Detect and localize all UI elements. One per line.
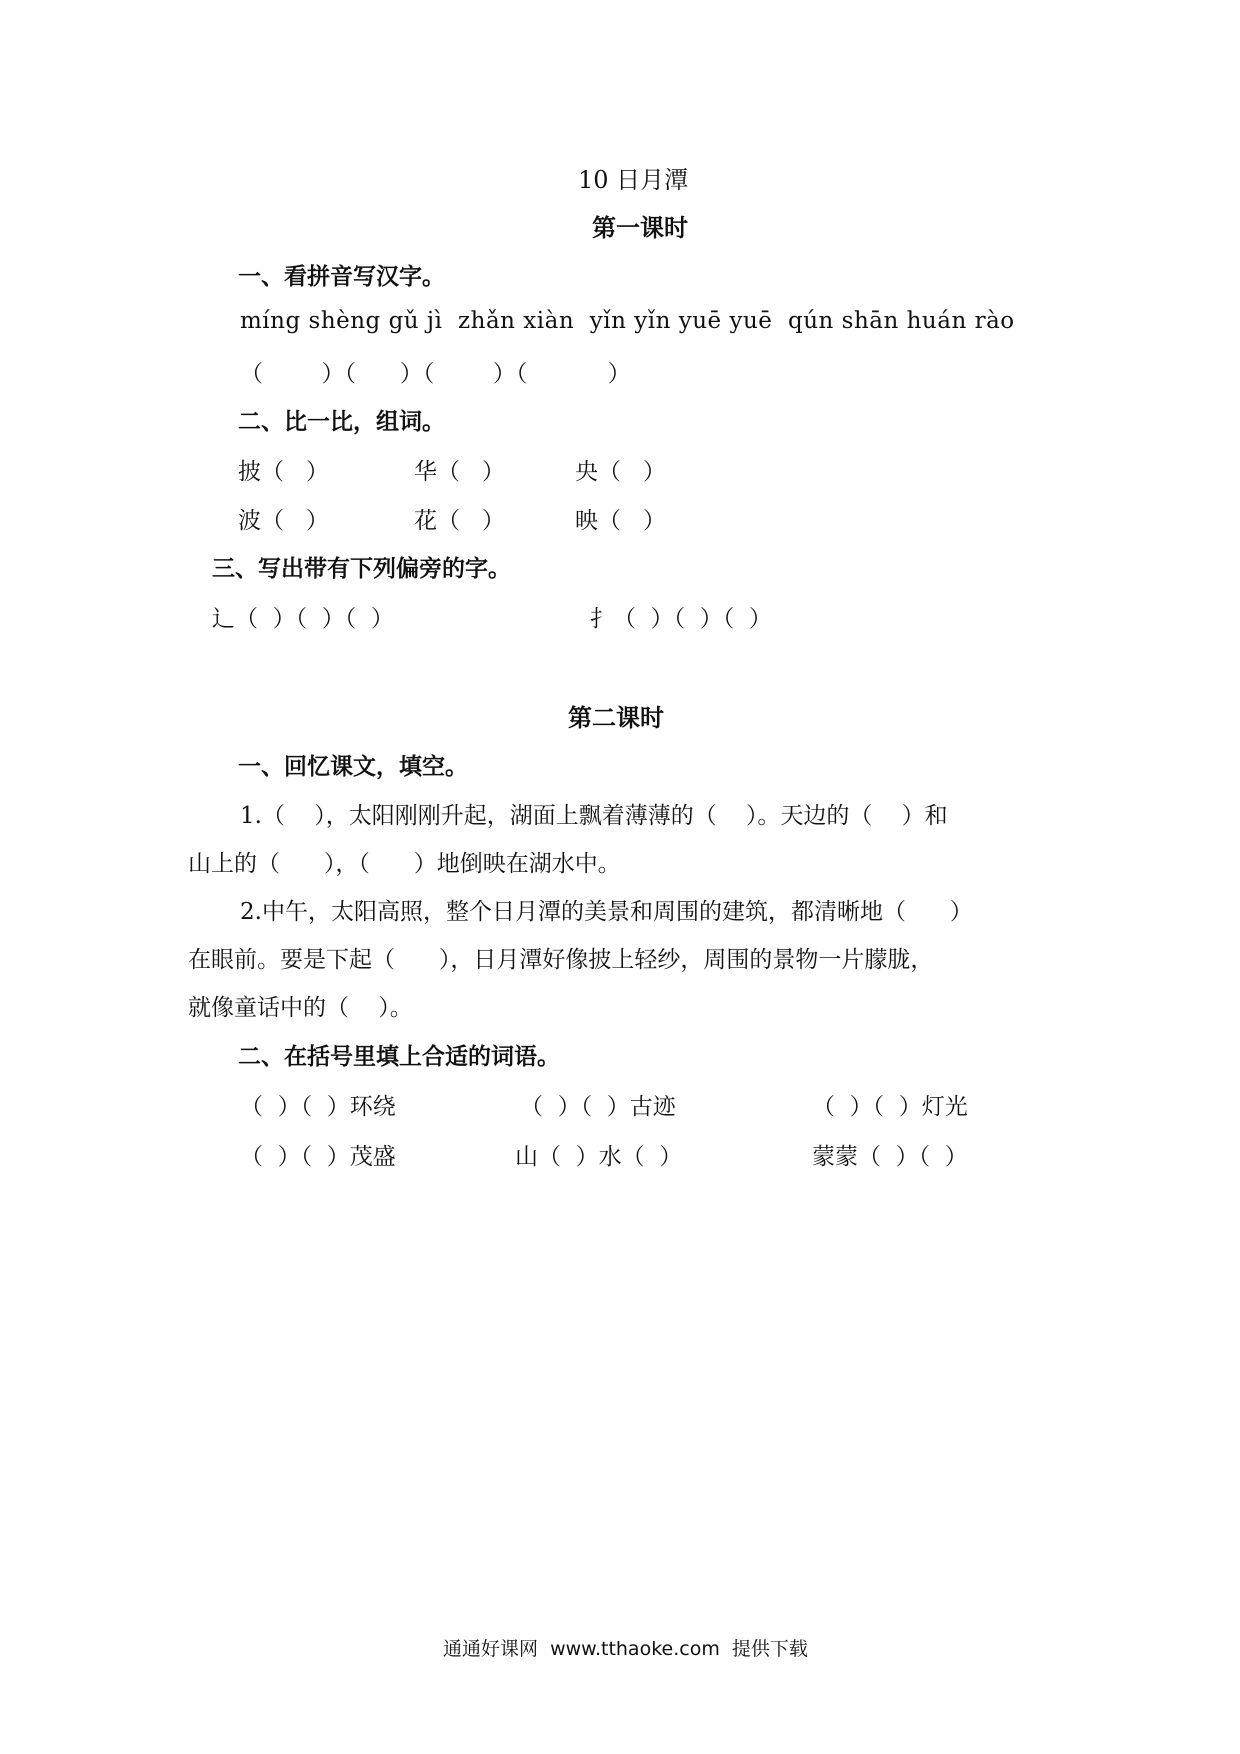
lesson-1-label: 第一课时 <box>592 213 688 242</box>
lesson-1-q1-heading: 一、看拼音写汉字。 <box>238 263 445 290</box>
lesson-1-q3-heading: 三、写出带有下列偏旁的字。 <box>212 555 511 582</box>
lesson-1-q2-heading: 二、比一比，组词。 <box>238 408 445 435</box>
recall-line: 1.（ ），太阳刚刚升起，湖面上飘着薄薄的（ ）。天边的（ ）和 <box>240 803 948 829</box>
lesson-2-label: 第二课时 <box>568 703 664 732</box>
page-title: 10 日月潭 <box>578 166 689 194</box>
lesson-2-q2-heading: 二、在括号里填上合适的词语。 <box>238 1043 560 1070</box>
recall-line: 就像童话中的（ ）。 <box>188 995 413 1021</box>
compare-item: 映（ ） <box>575 508 666 534</box>
compare-item: 披（ ） <box>238 459 329 485</box>
recall-line: 2.中午，太阳高照，整个日月潭的美景和周围的建筑，都清晰地（ ） <box>240 899 973 925</box>
fill-word-item: 蒙蒙（ ）（ ） <box>812 1144 968 1170</box>
pinyin-answer-blanks: （ ）（ ）（ ）（ ） <box>240 361 631 387</box>
pinyin-line: míng shèng gǔ jì zhǎn xiàn yǐn yǐn yuē yuē qún shān huán rào <box>240 308 1015 334</box>
fill-word-item: （ ）（ ）环绕 <box>240 1094 396 1120</box>
compare-item: 波（ ） <box>238 508 329 534</box>
radical-shou-blanks: 扌（ ）（ ）（ ） <box>590 606 772 632</box>
recall-line: 山上的（ ），（ ）地倒映在湖水中。 <box>188 851 621 877</box>
lesson-2-q1-heading: 一、回忆课文，填空。 <box>238 753 468 780</box>
fill-word-item: （ ）（ ）灯光 <box>812 1094 968 1120</box>
fill-word-item: （ ）（ ）茂盛 <box>240 1144 396 1170</box>
fill-word-item: 山（ ）水（ ） <box>515 1144 683 1170</box>
fill-word-item: （ ）（ ）古迹 <box>520 1094 676 1120</box>
radical-chuo-blanks: 辶（ ）（ ）（ ） <box>212 606 394 632</box>
recall-line: 在眼前。要是下起（ ），日月潭好像披上轻纱，周围的景物一片朦胧， <box>188 947 934 973</box>
compare-item: 花（ ） <box>414 508 505 534</box>
footer-source: 通通好课网 www.tthaoke.com 提供下载 <box>443 1638 808 1660</box>
compare-item: 华（ ） <box>414 459 505 485</box>
compare-item: 央（ ） <box>575 459 666 485</box>
